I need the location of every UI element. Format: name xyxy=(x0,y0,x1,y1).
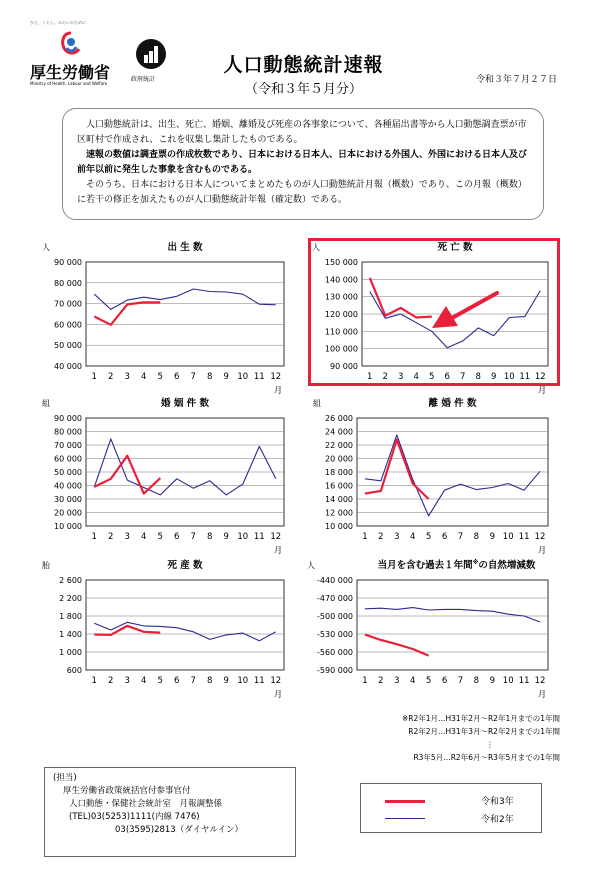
chart-5-x-tick-label: 11 xyxy=(518,676,530,686)
chart-2-y-tick-label: 80 000 xyxy=(54,427,82,437)
chart-5-x-axis-label: 月 xyxy=(537,690,547,700)
chart-1-y-tick-label: 100 000 xyxy=(324,344,358,354)
chart-4-x-tick-label: 4 xyxy=(141,676,147,686)
chart-5-x-tick-label: 10 xyxy=(502,676,514,686)
chart-5-series-previous-line xyxy=(365,608,540,622)
chart-3-x-tick-label: 9 xyxy=(489,532,496,542)
chart-3-y-tick-label: 22 000 xyxy=(325,441,353,450)
chart-3-x-tick-label: 7 xyxy=(457,532,464,542)
legend-swatch-previous xyxy=(385,818,425,819)
chart-2-series-current-line xyxy=(94,456,160,494)
chart-2-x-tick-label: 12 xyxy=(270,532,282,542)
contact-department: 厚生労働省政策統括官付参事官付 xyxy=(63,786,191,796)
chart-0-x-tick-label: 12 xyxy=(270,372,282,382)
chart-2-y-tick-label: 20 000 xyxy=(54,508,82,518)
chart-2-x-tick-label: 11 xyxy=(253,532,265,542)
chart-2-x-tick-label: 1 xyxy=(91,532,97,542)
chart-1-x-tick-label: 5 xyxy=(429,372,435,382)
chart-4-plot-frame xyxy=(86,580,284,670)
ministry-tagline: ひと、くらし、みらいのために xyxy=(30,20,86,25)
chart-3-unit-label: 組 xyxy=(313,399,321,408)
chart-0-y-tick-label: 70 000 xyxy=(54,299,82,309)
chart-2-title: 婚 姻 件 数 xyxy=(161,398,209,409)
chart-4-x-tick-label: 5 xyxy=(157,676,163,686)
chart-0-y-tick-label: 80 000 xyxy=(54,278,82,288)
chart-5-y-tick-label: -590 000 xyxy=(317,666,353,675)
chart-4-series-previous-line xyxy=(94,622,275,641)
chart-3-y-tick-label: 18 000 xyxy=(325,468,353,477)
chart-4-x-axis-label: 月 xyxy=(273,690,283,700)
chart-0-x-tick-label: 6 xyxy=(174,372,180,382)
ministry-name-en: Ministry of Health, Labour and Welfare xyxy=(30,81,108,86)
page-subtitle: （令和３年５月分） xyxy=(244,82,362,97)
chart-2-x-tick-label: 2 xyxy=(108,532,114,542)
chart-2-x-axis-label: 月 xyxy=(273,546,283,556)
chart-0-series-current-line xyxy=(94,302,160,324)
chart-3-series-previous-line xyxy=(365,435,540,516)
ministry-name: 厚生労働省 xyxy=(30,63,111,82)
chart-2-x-tick-label: 9 xyxy=(223,532,229,542)
chart-0-x-tick-label: 10 xyxy=(237,372,249,382)
chart-0-x-tick-label: 2 xyxy=(108,372,114,382)
chart-0-x-tick-label: 11 xyxy=(253,372,265,382)
legend-swatch-current xyxy=(385,800,425,803)
chart-2-x-tick-label: 7 xyxy=(190,532,196,542)
chart-5-x-tick-label: 1 xyxy=(362,676,368,686)
chart-1-y-tick-label: 130 000 xyxy=(324,292,358,302)
chart-2-y-tick-label: 10 000 xyxy=(54,522,82,531)
contact-heading: (担当) xyxy=(53,773,77,783)
footnote-ellipsis: ⋮ xyxy=(486,740,494,749)
chart-2-y-tick-label: 50 000 xyxy=(54,468,82,477)
chart-2-y-tick-label: 30 000 xyxy=(54,495,82,504)
chart-5-x-tick-label: 9 xyxy=(489,676,496,686)
footnote xyxy=(340,712,560,764)
chart-3-y-tick-label: 20 000 xyxy=(325,454,353,464)
chart-0-y-tick-label: 90 000 xyxy=(54,258,82,267)
chart-3-title: 離 婚 件 数 xyxy=(428,398,477,409)
chart-5-y-tick-label: -500 000 xyxy=(317,612,353,621)
chart-1-x-axis-label: 月 xyxy=(537,386,547,396)
chart-2-x-tick-label: 8 xyxy=(207,532,213,542)
chart-5-x-tick-label: 2 xyxy=(378,676,384,686)
legend xyxy=(360,783,542,833)
chart-1-y-tick-label: 110 000 xyxy=(324,327,358,337)
chart-0-x-tick-label: 4 xyxy=(141,372,147,382)
chart-3-y-tick-label: 12 000 xyxy=(325,508,353,518)
chart-1-y-tick-label: 140 000 xyxy=(324,275,358,285)
chart-1-title: 死 亡 数 xyxy=(437,242,473,253)
chart-3-x-tick-label: 1 xyxy=(362,532,368,542)
footnote-line-4: R3年5月…R2年6月～R3年5月までの1年間 xyxy=(413,753,560,762)
chart-5-x-tick-label: 8 xyxy=(473,676,480,686)
chart-0-x-tick-label: 7 xyxy=(190,372,196,382)
chart-4-x-tick-label: 6 xyxy=(174,676,180,686)
chart-3-x-tick-label: 5 xyxy=(425,532,432,542)
intro-paragraph-1: 人口動態統計は、出生、死亡、婚姻、離婚及び死産の各事象について、各種届出書等から人口動態調査票が市区町村で作成され、これを収集し集計したものである。 xyxy=(77,120,527,145)
chart-3-y-tick-label: 24 000 xyxy=(325,427,353,437)
chart-1-x-tick-label: 6 xyxy=(444,372,450,382)
chart-1-x-tick-label: 4 xyxy=(413,372,419,382)
chart-5-x-tick-label: 6 xyxy=(441,676,448,686)
chart-3-y-tick-label: 16 000 xyxy=(325,481,353,491)
chart-1-x-tick-label: 11 xyxy=(519,372,531,382)
gov-stats-label: 政府統計 xyxy=(131,76,156,83)
chart-2-y-tick-label: 60 000 xyxy=(54,454,82,464)
chart-1-x-tick-label: 3 xyxy=(398,372,404,382)
chart-4-unit-label: 胎 xyxy=(42,561,50,570)
chart-1-unit-label: 人 xyxy=(312,243,320,252)
chart-1-x-tick-label: 9 xyxy=(491,372,497,382)
chart-0-unit-label: 人 xyxy=(42,243,50,252)
chart-4-y-tick-label: 1 400 xyxy=(59,630,82,639)
chart-3-y-tick-label: 10 000 xyxy=(325,522,353,531)
chart-0-x-tick-label: 5 xyxy=(157,372,163,382)
chart-2-y-tick-label: 90 000 xyxy=(54,414,82,423)
chart-4-x-tick-label: 1 xyxy=(91,676,97,686)
chart-3-x-tick-label: 3 xyxy=(394,532,400,542)
chart-3-y-tick-label: 26 000 xyxy=(325,414,353,423)
chart-1-y-tick-label: 90 000 xyxy=(330,362,358,371)
chart-1-x-tick-label: 2 xyxy=(382,372,388,382)
chart-2-x-tick-label: 5 xyxy=(157,532,163,542)
chart-0-plot-frame xyxy=(86,262,284,366)
chart-0-x-tick-label: 8 xyxy=(207,372,213,382)
chart-1-y-tick-label: 120 000 xyxy=(324,310,358,319)
chart-0-series-previous-line xyxy=(94,289,275,309)
chart-5-unit-label: 人 xyxy=(307,561,315,570)
chart-0-x-tick-label: 1 xyxy=(91,372,97,382)
chart-3-x-tick-label: 12 xyxy=(534,532,546,542)
chart-4-x-tick-label: 9 xyxy=(223,676,229,686)
contact-phone: (TEL)03(5253)1111(内線 7476) xyxy=(69,812,200,822)
chart-2-x-tick-label: 3 xyxy=(124,532,130,542)
chart-3-x-tick-label: 11 xyxy=(518,532,530,542)
chart-0-y-tick-label: 40 000 xyxy=(54,362,82,371)
chart-2-x-tick-label: 10 xyxy=(237,532,249,542)
chart-0-title: 出 生 数 xyxy=(167,242,203,253)
chart-2-x-tick-label: 6 xyxy=(174,532,180,542)
chart-1-x-tick-label: 12 xyxy=(534,372,546,382)
chart-5-y-tick-label: -440 000 xyxy=(317,576,353,585)
chart-4-x-tick-label: 10 xyxy=(237,676,249,686)
chart-4-y-tick-label: 1 000 xyxy=(59,648,82,657)
chart-1-x-tick-label: 7 xyxy=(460,372,466,382)
chart-4-x-tick-label: 12 xyxy=(270,676,282,686)
chart-5-y-tick-label: -470 000 xyxy=(317,594,353,603)
chart-2-x-tick-label: 4 xyxy=(141,532,147,542)
chart-4-x-tick-label: 7 xyxy=(190,676,196,686)
chart-3-x-tick-label: 2 xyxy=(378,532,384,542)
chart-2-series-previous-line xyxy=(94,439,275,495)
chart-3-x-tick-label: 8 xyxy=(473,532,480,542)
chart-1-x-tick-label: 1 xyxy=(367,372,373,382)
contact-section: 人口動態・保健社会統計室 月報調整係 xyxy=(69,799,223,809)
chart-0-x-tick-label: 9 xyxy=(223,372,229,382)
chart-4-y-tick-label: 600 xyxy=(66,666,82,675)
chart-5-title: 当月を含む過去１年間※の自然増減数 xyxy=(377,559,536,571)
contact-direct-line: 03(3595)2813（ダイヤルイン） xyxy=(115,825,244,835)
chart-1-y-tick-label: 150 000 xyxy=(324,258,358,267)
death-chart-highlight-frame xyxy=(308,238,560,386)
chart-5-x-tick-label: 3 xyxy=(394,676,400,686)
intro-paragraph-2: 速報の数値は調査票の作成枚数であり、日本における日本人、日本における外国人、外国における日本人及び前年以前に発生した事象を含むものである。 xyxy=(77,150,528,175)
chart-5-series-current-line xyxy=(365,635,429,656)
footnote-line-1: ※R2年1月…H31年2月～R2年1月までの1年間 xyxy=(401,714,560,723)
chart-4-y-tick-label: 2 200 xyxy=(59,594,82,603)
chart-3-series-current-line xyxy=(365,440,429,499)
chart-1-x-tick-label: 8 xyxy=(475,372,481,382)
chart-5-x-tick-label: 7 xyxy=(457,676,464,686)
chart-4-x-tick-label: 11 xyxy=(253,676,265,686)
chart-4-x-tick-label: 2 xyxy=(108,676,114,686)
legend-label-previous: 令和2年 xyxy=(481,815,514,825)
chart-3-x-tick-label: 4 xyxy=(409,532,416,542)
chart-4-y-tick-label: 2 600 xyxy=(59,576,82,585)
chart-3-y-tick-label: 14 000 xyxy=(325,495,353,504)
contact-box xyxy=(44,767,296,857)
chart-1-x-tick-label: 10 xyxy=(503,372,515,382)
chart-5-y-tick-label: -530 000 xyxy=(317,630,353,639)
chart-4-title: 死 産 数 xyxy=(167,560,203,571)
intro-paragraph-3: そのうち、日本における日本人についてまとめたものが人口動態統計月報（概数）であり、この月報（概数）に若干の修正を加えたものが人口動態統計年報（確定数）である。 xyxy=(77,180,527,205)
chart-5-plot-frame xyxy=(357,580,548,670)
chart-2-y-tick-label: 40 000 xyxy=(54,481,82,491)
chart-5-x-tick-label: 12 xyxy=(534,676,546,686)
chart-2-y-tick-label: 70 000 xyxy=(54,441,82,450)
footnote-line-2: R2年2月…H31年3月～R2年2月までの1年間 xyxy=(408,727,560,736)
page-title: 人口動態統計速報 xyxy=(223,54,384,76)
chart-4-x-tick-label: 8 xyxy=(207,676,213,686)
legend-label-current: 令和3年 xyxy=(481,797,514,807)
chart-0-y-tick-label: 60 000 xyxy=(54,320,82,330)
chart-3-x-axis-label: 月 xyxy=(537,546,547,556)
chart-5-y-tick-label: -560 000 xyxy=(317,648,353,657)
chart-4-y-tick-label: 1 800 xyxy=(59,612,82,621)
chart-0-x-axis-label: 月 xyxy=(273,386,283,396)
publication-date: 令和３年７月２７日 xyxy=(475,75,557,85)
chart-5-x-tick-label: 5 xyxy=(425,676,432,686)
chart-5-x-tick-label: 4 xyxy=(409,676,416,686)
chart-2-unit-label: 組 xyxy=(42,399,50,408)
chart-4-x-tick-label: 3 xyxy=(124,676,130,686)
chart-3-x-tick-label: 6 xyxy=(441,532,448,542)
chart-0-x-tick-label: 3 xyxy=(124,372,130,382)
chart-0-y-tick-label: 50 000 xyxy=(54,341,82,351)
chart-3-x-tick-label: 10 xyxy=(502,532,514,542)
